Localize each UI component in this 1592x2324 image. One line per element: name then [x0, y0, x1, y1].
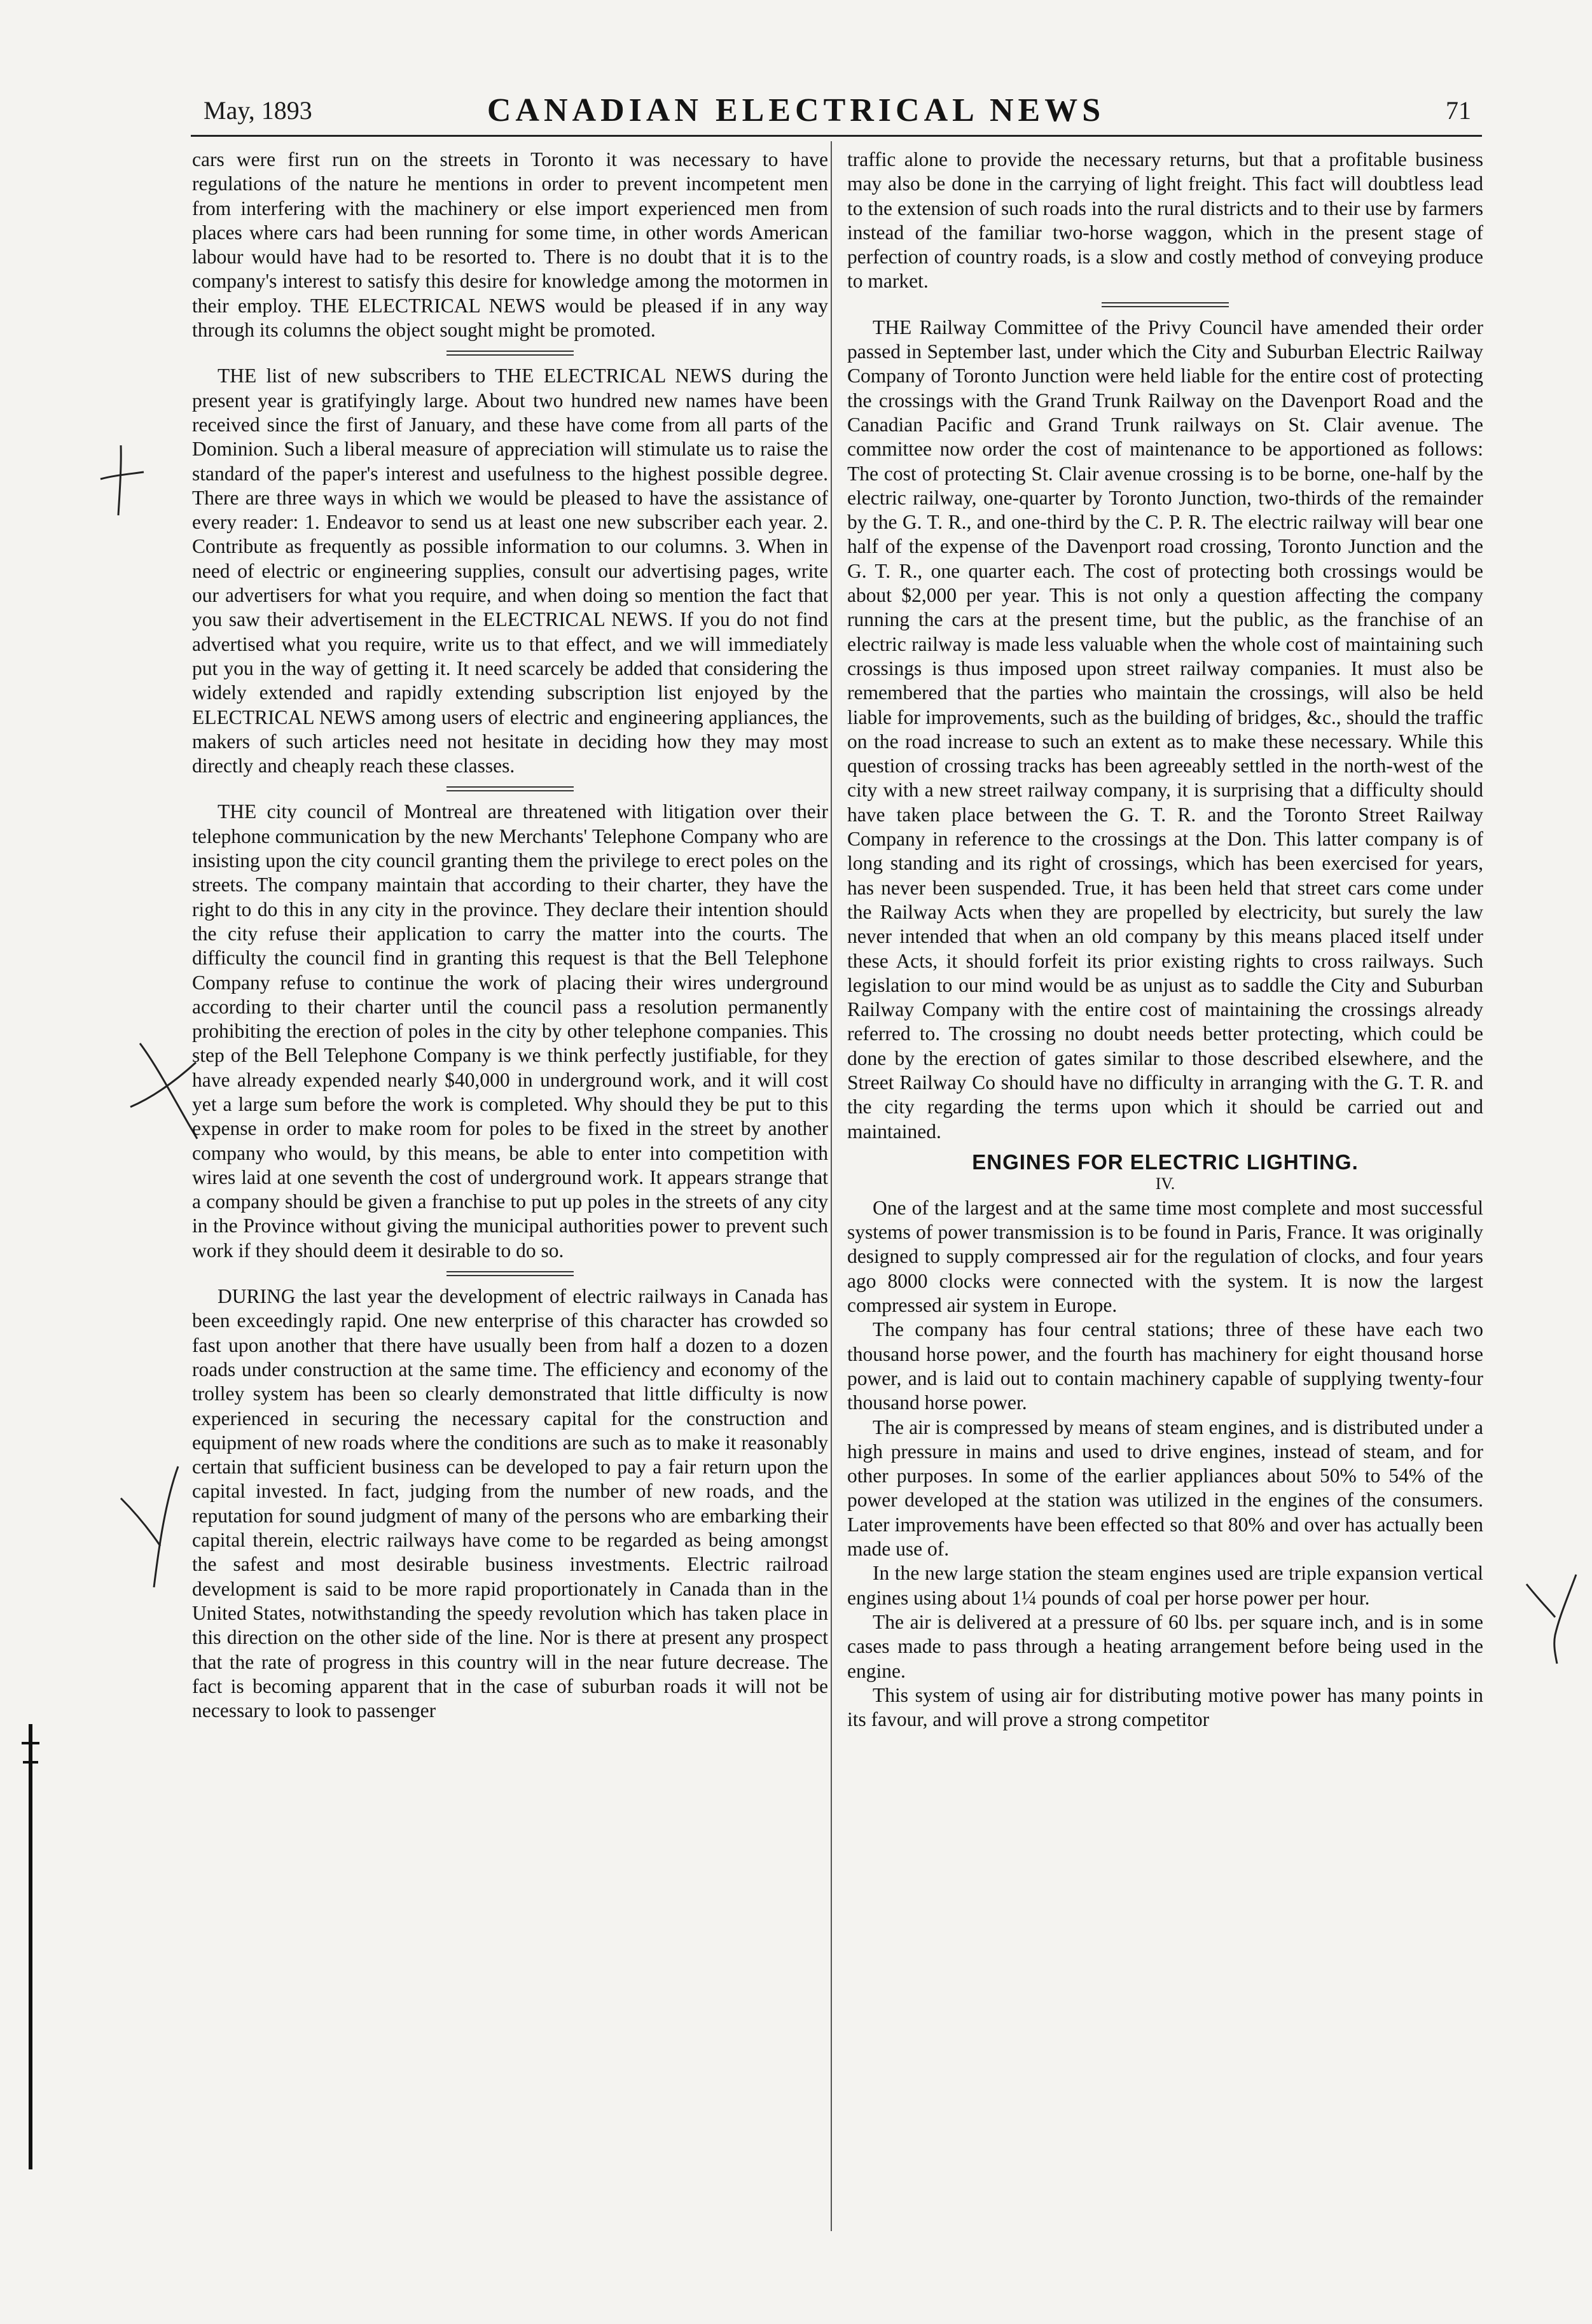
masthead-title: CANADIAN ELECTRICAL NEWS	[487, 92, 1105, 129]
paragraph-electric-railways: DURING the last year the development of electric railways in Canada has been exceedingly rapid. One new enterprise of this character has crowded so fast upon another that there have usually been from half a dozen to a dozen roads under construction at the same time. The efficiency and economy of the trolley system has been so clearly demonstrated that little difficulty is now experienced in securing the necessary capital for the construction and equipment of new roads where the conditions are such as to make it reasonably certain that sufficient business can be developed to pay a fair return upon the capital invested. In fact, judging from the number of new roads, and the reputation for sound judgment of many of the persons who are embarking their capital therein, electric railways have come to be regarded as being amongst the safest and most desirable business investments. Electric railroad development is said to be more rapid proportionately in Canada than in the United States, notwithstanding the speedy revolution which has taken place in this direction on the other side of the line. Nor is there at present any prospect that the rate of progress in this country will in the near future decrease. The fact is becoming apparent that in the case of suburban roads it will not be necessary to look to passenger	[192, 1285, 828, 1722]
issue-date: May, 1893	[204, 96, 312, 125]
left-column	[192, 148, 828, 1723]
section-separator	[847, 294, 1483, 316]
header-rule	[191, 135, 1482, 137]
margin-cross-mark	[114, 1463, 184, 1590]
section-separator	[192, 778, 828, 800]
article-paragraph: This system of using air for distributing motive power has many points in its favour, and will prove a strong competitor	[847, 1683, 1483, 1731]
article-paragraph: The company has four central stations; three of these have each two thousand horse power, and the fourth has machinery for eight thousand horse power, and is laid out to contain machinery capable of supplying twenty-four thousand horse power.	[847, 1318, 1483, 1414]
paragraph-montreal-telephone: THE city council of Montreal are threatened with litigation over their telephone communication by the new Merchants' Telephone Company who are insisting upon the city council granting them the privilege to erect poles on the streets. The company maintain that according to their charter, they have the right to do this in any city in the province. They declare their intention should the city refuse their application to carry the matter into the courts. The difficulty the council find in granting this request is that the Bell Telephone Company refuse to continue the work of placing their wires underground according to their charter until the council pass a resolution permanently prohibiting the erection of poles in the city by other telephone companies. This step of the Bell Telephone Company is we think perfectly justifiable, for they have already expended nearly $40,000 in underground work, and it will cost yet a large sum before the work is completed. Why should they be put to this expense in order to make room for poles to be fixed in the street by another company who would, by this means, be able to enter into competition with wires laid at one seventh the cost of underground work. It appears strange that a company should be given a franchise to put up poles in the streets of any city in the Province without giving the municipal authorities power to prevent such work if they should deem it desirable to do so.	[192, 800, 828, 1262]
paragraph-subscribers: THE list of new subscribers to THE ELECTRICAL NEWS during the present year is gratifyingly large. About two hundred new names have been received since the first of January, and these have come from all parts of the Dominion. Such a liberal measure of appreciation will stimulate us to raise the standard of the paper's interest and usefulness to the highest possible degree. There are three ways in which we would be pleased to have the assistance of every reader: 1. Endeavor to send us at least one new subscriber each year. 2. Contribute as frequently as possible information to our columns. 3. When in need of electric or engineering supplies, consult our advertising pages, write our advertisers for what you require, and when doing so mention the fact that you saw their advertisement in the ELECTRICAL NEWS. If you do not find advertised what you require, write us to that effect, and we will immediately put you in the way of getting it. It need scarcely be added that considering the widely extended and rapidly extending subscription list enjoyed by the ELECTRICAL NEWS among users of electric and engineering appliances, the makers of such articles need not hesitate in deciding how they may most directly and cheaply reach these classes.	[192, 365, 828, 777]
section-separator	[192, 1263, 828, 1284]
article-part-number: IV.	[1155, 1174, 1175, 1193]
article-paragraph: One of the largest and at the same time most complete and most successful systems of power transmission is to be found in Paris, France. It was originally designed to supply compressed air for the regulation of clocks, and four years ago 8000 clocks were connected with the system. It is now the largest compressed air system in Europe.	[847, 1196, 1483, 1317]
margin-cross-mark	[95, 442, 146, 518]
paragraph-railway-committee: THE Railway Committee of the Privy Council have amended their order passed in September last, under which the City and Suburban Electric Railway Company of Toronto Junction were held liable for the entire cost of protecting the crossings with the Grand Trunk Railway on the Davenport Road and the Canadian Pacific and Grand Trunk railways on St. Clair avenue. The committee now order the cost of maintenance to be apportioned as follows: The cost of protecting St. Clair avenue crossing is to be borne, one-half by the electric railway, one-quarter by Toronto Junction, two-thirds of the remainder by the G. T. R., and one-third by the C. P. R. The electric railway will bear one half of the expense of the Davenport road crossing, Toronto Junction and the G. T. R., one quarter each. The cost of protecting both crossings would be about $2,000 per year. This is not only a question affecting the company running the cars at the present time, but the public, as the franchise of an electric railway is made less valuable when the whole cost of maintaining such crossings is thus imposed upon street railway companies. It must also be remembered that the parties who maintain the crossings, will also be held liable for improvements, such as the building of bridges, &c., should the traffic on the road increase to such an extent as to make these necessary. While this question of crossing tracks has been agreeably settled in the north-west of the city with a new street railway company, it is surprising that a difficulty should have taken place between the G. T. R. and the Toronto Street Railway Company in reference to the crossings at the Don. This latter company is of long standing and its right of crossings, which has been exercised for years, has never been suspended. True, it has been held that street cars come under the Railway Acts when they are propelled by electricity, but surely the law never intended that when an old company by this means placed itself under these Acts, it should forfeit its prior existing rights to cross railways. Such legislation to our mind would be as unjust as to saddle the City and Suburban Railway Company with the entire cost of maintaining the crossings already referred to. The crossing no doubt needs better protecting, which could be done by the erection of gates similar to those described elsewhere, and the Street Railway Co should have no difficulty in arranging with the G. T. R. and the city regarding the terms upon which it should be carried out and maintained.	[847, 316, 1483, 1143]
article-paragraph: The air is compressed by means of steam engines, and is distributed under a high pressure in mains and used to drive engines, instead of steam, and for other purposes. In some of the earlier appliances about 50% to 54% of the power developed at the station was utilized in the engines of the consumers. Later improvements have been effected so that 80% and over has actually been made use of.	[847, 1416, 1483, 1561]
column-divider	[831, 141, 832, 2231]
article-paragraph: In the new large station the steam engines used are triple expansion vertical engines using about 1¼ pounds of coal per horse power per hour.	[847, 1562, 1483, 1609]
page-number: 71	[1446, 96, 1471, 125]
right-column	[847, 148, 1483, 1732]
article-paragraph: The air is delivered at a pressure of 60 lbs. per square inch, and is in some cases made to pass through a heating arrangement before being used in the engine.	[847, 1610, 1483, 1682]
article-heading: ENGINES FOR ELECTRIC LIGHTING.	[972, 1150, 1359, 1174]
section-separator	[192, 342, 828, 364]
margin-cross-mark	[1520, 1571, 1584, 1667]
paragraph-motormen: cars were first run on the streets in Toronto it was necessary to have regulations of the nature he mentions in order to prevent incompetent men from interfering with the machinery or else import experienced men from places where cars had been running for some time, in other words American labour would have had to be resorted to. There is no doubt that it is to the company's interest to satisfy this desire for knowledge among the motormen in their employ. THE ELECTRICAL NEWS would be pleased if in any way through its columns the object sought might be promoted.	[192, 148, 828, 342]
paragraph-freight-continuation: traffic alone to provide the necessary returns, but that a profitable business may also be done in the carrying of light freight. This fact will doubtless lead to the extension of such roads into the rural districts and to their use by farmers instead of the familiar two-horse waggon, which in the present stage of perfection of country roads, is a slow and costly method of conveying produce to market.	[847, 148, 1483, 293]
binding-edge-mark	[18, 1718, 43, 2176]
